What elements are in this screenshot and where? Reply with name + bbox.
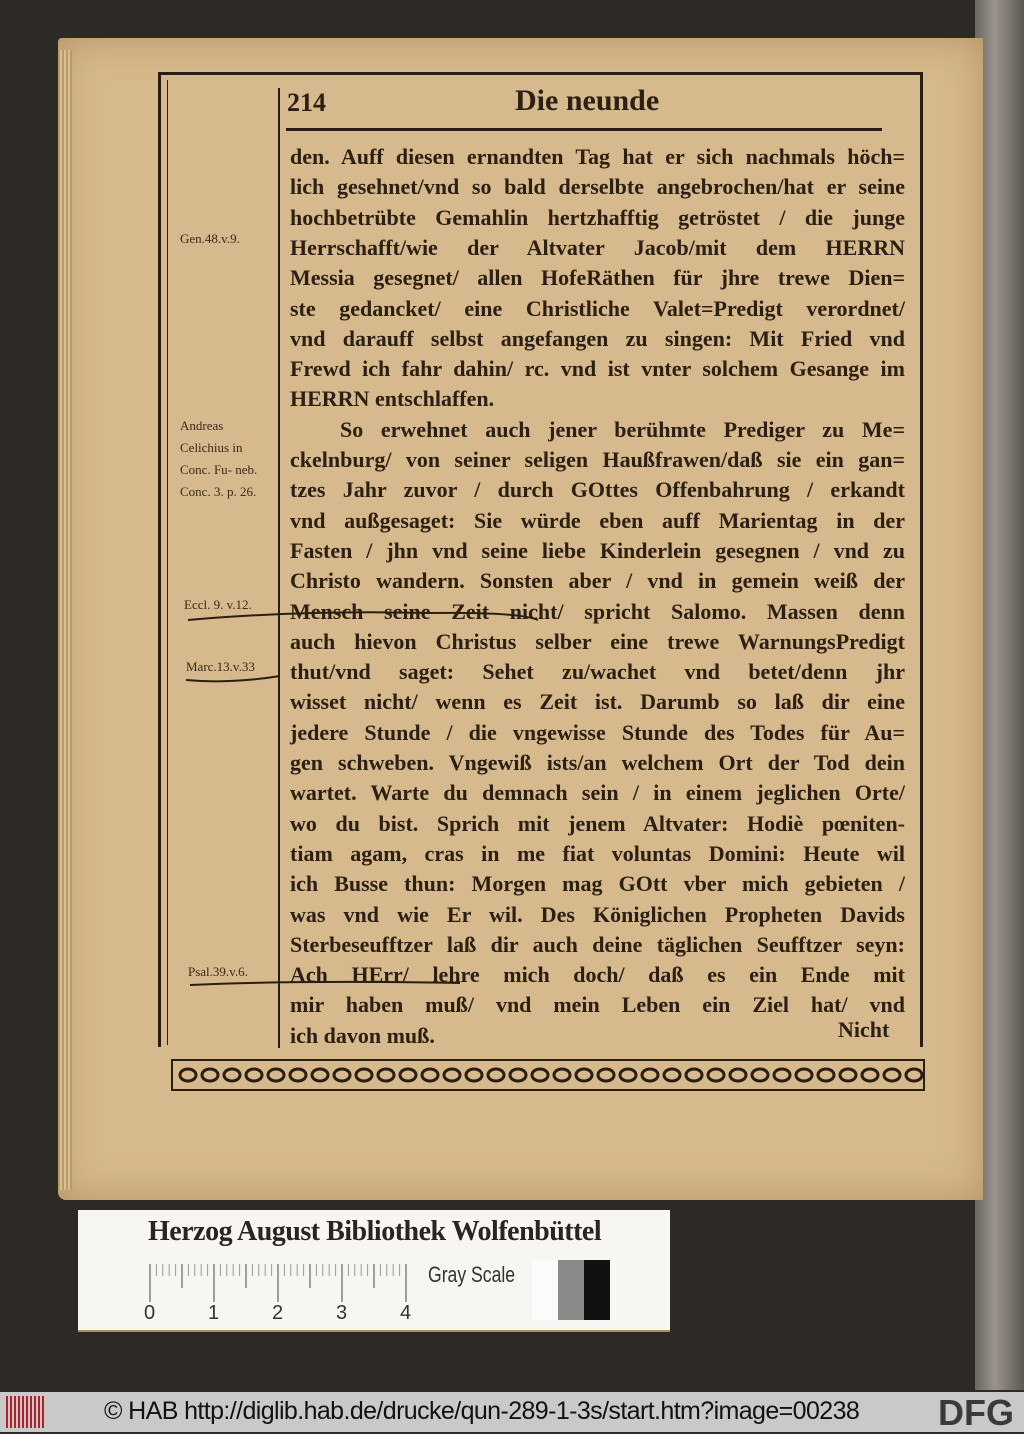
gray-scale-label: Gray Scale	[428, 1262, 516, 1287]
text-line: mir haben muß/ vnd mein Leben ein Ziel hat/ vnd	[290, 992, 905, 1018]
ruler-number: 4	[400, 1302, 412, 1324]
text-line: ich Busse thun: Morgen mag GOtt vber mich gebieten /	[290, 871, 905, 897]
library-label	[78, 1210, 670, 1332]
text-line: wisset nicht/ wenn es Zeit ist. Darumb so laß dir eine	[290, 689, 905, 715]
ruler-number: 3	[336, 1302, 348, 1324]
text-line: HERRN entschlaffen.	[290, 386, 495, 412]
text-line: jedere Stunde / die vngewisse Stunde des Todes für Au=	[290, 719, 905, 745]
underline-psal	[190, 982, 460, 985]
text-line: ich davon muß.	[290, 1022, 435, 1048]
text-line: Herrschafft/wie der Altvater Jacob/mit dem HERRN	[290, 234, 905, 260]
text-line: auch hievon Christus selber eine trewe WarnungsPredigt	[290, 628, 905, 654]
text-line: hochbetrübte Gemahlin hertzhafftig getröstet / die junge	[290, 204, 905, 230]
text-line: Christo wandern. Sonsten aber / vnd in gemein weiß der	[290, 568, 905, 594]
text-line: vnd außgesaget: Sie würde eben auff Marientag in der	[290, 507, 905, 533]
hab-logo-icon	[6, 1396, 46, 1428]
text-line: lich gesehnet/vnd so bald derselbte angebrochen/hat er seine	[290, 174, 905, 200]
text-line: gen schweben. Vngewiß ists/an welchem Ort der Tod dein	[290, 750, 905, 775]
text-line: wartet. Warte du demnach sein / in einem jeglichen Orte/	[290, 780, 905, 806]
ruler-number: 2	[272, 1302, 284, 1324]
text-line: Fasten / jhn vnd seine liebe Kinderlein gesegnen / vnd zu	[290, 537, 905, 563]
text-line: Messia gesegnet/ allen HofeRäthen für jhre trewe Dien=	[290, 265, 905, 291]
margin-note: Andreas Celichius in Conc. Fu- neb. Conc. 3. p. 26.	[180, 418, 258, 499]
ruler-number: 1	[208, 1302, 220, 1324]
underline-eccl	[188, 612, 538, 620]
text-line: vnd darauff selbst angefangen zu singen: Mit Fried vnd	[290, 325, 905, 351]
page-number: 214	[287, 88, 326, 117]
text-line: was vnd wie Er wil. Des Königlichen Propheten Davids	[290, 901, 905, 927]
underline-marc	[186, 676, 280, 681]
ruler-number: 0	[144, 1302, 156, 1324]
text-line: tzes Jahr zuvor / durch GOttes Offenbahrung / erkandt	[290, 477, 905, 503]
text-line: Sterbeseufftzer laß dir auch deine täglichen Seufftzer seyn:	[290, 931, 905, 957]
text-line: ckelnburg/ von seiner seligen Haußfrawen/daß sie ein gan=	[290, 447, 905, 472]
gray-scale-patch	[532, 1260, 610, 1320]
text-line: Ach HErr/ lehre mich doch/ daß es ein Ende mit	[290, 962, 905, 988]
text-line: tiam agam, cras in me fiat voluntas Domini: Heute wil	[290, 840, 905, 866]
text-line: Frewd ich fahr dahin/ rc. vnd ist vnter solchem Gesange im	[290, 356, 905, 382]
margin-note: Psal.39.v.6.	[188, 964, 248, 979]
text-line: So erwehnet auch jener berühmte Prediger zu Me=	[340, 416, 905, 442]
ornament-pattern	[180, 1069, 922, 1081]
margin-note: Marc.13.v.33	[186, 659, 255, 674]
running-title: Die neunde	[515, 84, 660, 117]
library-name: Herzog August Bibliothek Wolfenbüttel	[148, 1216, 602, 1247]
text-line: Mensch seine Zeit nicht/ spricht Salomo. Massen denn	[290, 598, 905, 624]
catchword: Nicht	[838, 1017, 890, 1042]
text-line: thut/vnd saget: Sehet zu/wachet vnd betet/denn jhr	[290, 659, 905, 685]
copyright-link[interactable]: © HAB http://diglib.hab.de/drucke/qun-289-1-3s/start.htm?image=00238	[104, 1397, 860, 1425]
footer-bar	[0, 1392, 1024, 1432]
text-line: den. Auff diesen ernandten Tag hat er sich nachmals höch=	[290, 144, 905, 169]
dfg-logo: DFG	[938, 1392, 1014, 1433]
text-line: wo du bist. Sprich mit jenem Altvater: Hodiè pœniten-	[290, 810, 905, 836]
text-line: ste gedancket/ eine Christliche Valet=Predigt verordnet/	[290, 295, 905, 321]
margin-note: Gen.48.v.9.	[180, 231, 240, 246]
margin-note: Eccl. 9. v.12.	[184, 597, 252, 612]
